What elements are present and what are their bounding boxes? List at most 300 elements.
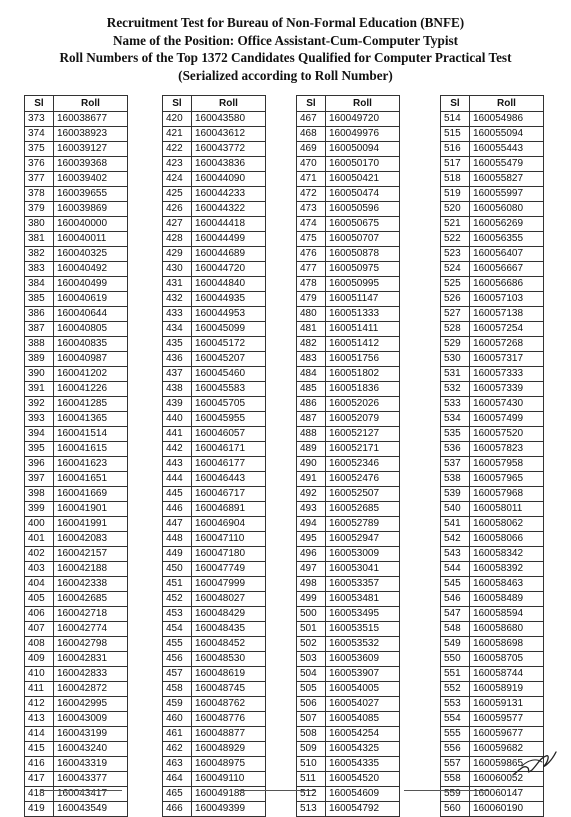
roll-number-cell: 160054005 [326,682,400,697]
serial-number-cell: 412 [25,697,54,712]
serial-number-cell: 550 [441,652,470,667]
roll-number-cell: 160046443 [192,472,266,487]
roll-number-cell: 160052079 [326,412,400,427]
table-row [441,652,544,667]
roll-number-cell: 160046057 [192,427,266,442]
table-row [163,442,266,457]
roll-number-cell: 160051411 [326,322,400,337]
roll-number-cell: 160040619 [54,292,128,307]
roll-table-1 [24,95,128,817]
serial-number-cell: 470 [297,157,326,172]
serial-number-cell: 387 [25,322,54,337]
table-row [441,427,544,442]
table-row [25,112,128,127]
table-row [25,352,128,367]
roll-number-cell: 160059677 [470,727,544,742]
roll-number-cell: 160060052 [470,772,544,787]
serial-number-cell: 524 [441,262,470,277]
serial-number-cell: 556 [441,742,470,757]
roll-number-cell: 160057823 [470,442,544,457]
table-row [25,262,128,277]
table-row [163,217,266,232]
serial-number-cell: 445 [163,487,192,502]
serial-number-cell: 413 [25,712,54,727]
roll-number-cell: 160041365 [54,412,128,427]
roll-number-cell: 160042995 [54,697,128,712]
serial-number-cell: 557 [441,757,470,772]
table-row [25,577,128,592]
roll-number-cell: 160058342 [470,547,544,562]
table-row [441,442,544,457]
roll-number-cell: 160057254 [470,322,544,337]
roll-number-cell: 160039869 [54,202,128,217]
serial-number-cell: 538 [441,472,470,487]
roll-table-2 [162,95,266,817]
roll-number-cell: 160044689 [192,247,266,262]
roll-number-cell: 160043009 [54,712,128,727]
roll-number-cell: 160054609 [326,787,400,802]
serial-number-cell: 379 [25,202,54,217]
roll-number-cell: 160057430 [470,397,544,412]
serial-number-cell: 484 [297,367,326,382]
roll-number-cell: 160050094 [326,142,400,157]
roll-number-cell: 160052127 [326,427,400,442]
table-row [441,352,544,367]
table-row [163,247,266,262]
serial-number-cell: 481 [297,322,326,337]
serial-number-cell: 526 [441,292,470,307]
serial-number-cell: 552 [441,682,470,697]
serial-number-cell: 559 [441,787,470,802]
serial-number-cell: 395 [25,442,54,457]
serial-number-cell: 483 [297,352,326,367]
roll-number-cell: 160053357 [326,577,400,592]
table-row [163,742,266,757]
table-row [297,157,400,172]
table-row [441,637,544,652]
table-row [441,142,544,157]
roll-number-cell: 160039368 [54,157,128,172]
roll-number-cell: 160043772 [192,142,266,157]
roll-number-cell: 160058594 [470,607,544,622]
serial-number-cell: 376 [25,157,54,172]
roll-number-cell: 160051333 [326,307,400,322]
roll-number-cell: 160058463 [470,577,544,592]
roll-number-cell: 160045172 [192,337,266,352]
roll-number-cell: 160048530 [192,652,266,667]
table-row [163,427,266,442]
roll-number-cell: 160056355 [470,232,544,247]
roll-number-cell: 160050596 [326,202,400,217]
roll-number-cell: 160042798 [54,637,128,652]
serial-number-cell: 560 [441,802,470,817]
serial-number-cell: 532 [441,382,470,397]
serial-number-cell: 384 [25,277,54,292]
roll-number-cell: 160049399 [192,802,266,817]
serial-number-cell: 475 [297,232,326,247]
serial-number-cell: 382 [25,247,54,262]
serial-number-cell: 442 [163,442,192,457]
roll-number-cell: 160058698 [470,637,544,652]
table-row [163,172,266,187]
roll-number-cell: 160052026 [326,397,400,412]
roll-number-cell: 160057317 [470,352,544,367]
roll-number-cell: 160050995 [326,277,400,292]
table-row [25,157,128,172]
roll-number-cell: 160047180 [192,547,266,562]
serial-number-cell: 467 [297,112,326,127]
table-row [163,202,266,217]
roll-number-cell: 160042774 [54,622,128,637]
serial-number-cell: 410 [25,667,54,682]
roll-number-cell: 160054520 [326,772,400,787]
table-row [441,262,544,277]
table-row [441,202,544,217]
roll-number-cell: 160044953 [192,307,266,322]
table-row [25,622,128,637]
table-row [163,232,266,247]
roll-number-cell: 160042831 [54,652,128,667]
serial-number-cell: 427 [163,217,192,232]
roll-number-cell: 160055479 [470,157,544,172]
serial-number-cell: 488 [297,427,326,442]
serial-number-cell: 459 [163,697,192,712]
serial-number-cell: 452 [163,592,192,607]
serial-number-cell: 514 [441,112,470,127]
serial-number-cell: 536 [441,442,470,457]
roll-number-cell: 160041901 [54,502,128,517]
serial-number-cell: 476 [297,247,326,262]
serial-number-cell: 388 [25,337,54,352]
roll-number-cell: 160052789 [326,517,400,532]
table-row [25,727,128,742]
roll-number-cell: 160050878 [326,247,400,262]
table-row [441,112,544,127]
table-row [441,592,544,607]
roll-number-cell: 160044090 [192,172,266,187]
serial-number-cell: 492 [297,487,326,502]
table-row [297,172,400,187]
column-header-roll: Roll [470,96,544,112]
table-row [297,637,400,652]
serial-number-cell: 424 [163,172,192,187]
table-row [163,352,266,367]
table-row [25,382,128,397]
table-row [297,262,400,277]
table-row [441,517,544,532]
serial-number-cell: 473 [297,202,326,217]
serial-number-cell: 528 [441,322,470,337]
roll-number-cell: 160044840 [192,277,266,292]
handwritten-signature [510,744,560,780]
serial-number-cell: 462 [163,742,192,757]
table-row [163,667,266,682]
roll-number-cell: 160054027 [326,697,400,712]
roll-number-cell: 160043199 [54,727,128,742]
roll-number-cell: 160054325 [326,742,400,757]
serial-number-cell: 480 [297,307,326,322]
table-row [25,307,128,322]
table-row [297,562,400,577]
serial-number-cell: 504 [297,667,326,682]
serial-number-cell: 509 [297,742,326,757]
table-row [297,697,400,712]
roll-number-cell: 160051802 [326,367,400,382]
roll-number-cell: 160052947 [326,532,400,547]
roll-number-cell: 160057965 [470,472,544,487]
table-row [25,397,128,412]
serial-number-cell: 540 [441,502,470,517]
column-header-sl: Sl [297,96,326,112]
table-row [163,472,266,487]
roll-number-cell: 160041991 [54,517,128,532]
roll-number-cell: 160042872 [54,682,128,697]
roll-number-cell: 160051412 [326,337,400,352]
serial-number-cell: 391 [25,382,54,397]
serial-number-cell: 385 [25,292,54,307]
serial-number-cell: 373 [25,112,54,127]
serial-number-cell: 435 [163,337,192,352]
table-row [163,652,266,667]
serial-number-cell: 554 [441,712,470,727]
table-row [441,187,544,202]
roll-number-cell: 160045705 [192,397,266,412]
table-row [297,592,400,607]
roll-number-cell: 160053041 [326,562,400,577]
table-row [25,667,128,682]
serial-number-cell: 465 [163,787,192,802]
table-row [163,292,266,307]
roll-number-cell: 160044935 [192,292,266,307]
roll-number-cell: 160043836 [192,157,266,172]
roll-number-cell: 160042157 [54,547,128,562]
table-row [25,652,128,667]
signature-line-right [404,790,488,791]
table-row [297,322,400,337]
serial-number-cell: 485 [297,382,326,397]
table-row [163,187,266,202]
table-row [25,502,128,517]
roll-number-cell: 160045207 [192,352,266,367]
table-row [25,217,128,232]
roll-number-cell: 160053907 [326,667,400,682]
serial-number-cell: 453 [163,607,192,622]
table-row [441,457,544,472]
table-row [163,397,266,412]
header-line-serialization-note: (Serialized according to Roll Number) [178,67,393,83]
table-row [25,607,128,622]
table-row [297,142,400,157]
serial-number-cell: 551 [441,667,470,682]
table-row [297,277,400,292]
table-row [297,577,400,592]
serial-number-cell: 515 [441,127,470,142]
roll-number-cell: 160040805 [54,322,128,337]
table-row [297,112,400,127]
table-row [163,277,266,292]
table-row [297,682,400,697]
roll-number-cell: 160046171 [192,442,266,457]
serial-number-cell: 518 [441,172,470,187]
table-row [297,532,400,547]
table-row [163,337,266,352]
roll-number-cell: 160055827 [470,172,544,187]
roll-number-cell: 160057968 [470,487,544,502]
table-row [25,697,128,712]
table-row [163,697,266,712]
serial-number-cell: 533 [441,397,470,412]
table-row [297,247,400,262]
table-row [25,412,128,427]
table-row [297,772,400,787]
roll-number-cell: 160054085 [326,712,400,727]
table-row [441,172,544,187]
table-row [441,502,544,517]
serial-number-cell: 375 [25,142,54,157]
table-row [25,772,128,787]
roll-number-cell: 160049110 [192,772,266,787]
roll-number-cell: 160046717 [192,487,266,502]
serial-number-cell: 474 [297,217,326,232]
table-row [25,547,128,562]
serial-number-cell: 463 [163,757,192,772]
serial-number-cell: 434 [163,322,192,337]
roll-number-cell: 160052171 [326,442,400,457]
roll-number-cell: 160059577 [470,712,544,727]
serial-number-cell: 421 [163,127,192,142]
table-row [25,172,128,187]
table-row [441,322,544,337]
roll-number-cell: 160058919 [470,682,544,697]
table-row [163,532,266,547]
table-row [441,562,544,577]
serial-number-cell: 471 [297,172,326,187]
table-row [163,787,266,802]
roll-number-cell: 160052346 [326,457,400,472]
roll-number-cell: 160056407 [470,247,544,262]
serial-number-cell: 545 [441,577,470,592]
header-line-position: Name of the Position: Office Assistant-Cum-Computer Typist [112,32,459,48]
table-row [163,592,266,607]
table-row [297,187,400,202]
table-row [25,292,128,307]
serial-number-cell: 491 [297,472,326,487]
serial-number-cell: 456 [163,652,192,667]
roll-number-cell: 160041669 [54,487,128,502]
serial-number-cell: 460 [163,712,192,727]
roll-number-cell: 160048929 [192,742,266,757]
table-row [297,337,400,352]
table-row [25,202,128,217]
serial-number-cell: 437 [163,367,192,382]
serial-number-cell: 440 [163,412,192,427]
table-row [297,232,400,247]
serial-number-cell: 541 [441,517,470,532]
table-row [163,547,266,562]
roll-number-cell: 160041226 [54,382,128,397]
table-row [441,487,544,502]
table-row [25,487,128,502]
serial-number-cell: 411 [25,682,54,697]
serial-number-cell: 461 [163,727,192,742]
table-row [163,412,266,427]
roll-number-cell: 160045460 [192,367,266,382]
table-row [25,682,128,697]
serial-number-cell: 478 [297,277,326,292]
serial-number-cell: 522 [441,232,470,247]
roll-number-cell: 160055997 [470,187,544,202]
roll-number-cell: 160057958 [470,457,544,472]
roll-number-cell: 160045955 [192,412,266,427]
roll-number-cell: 160047999 [192,577,266,592]
table-row [25,427,128,442]
serial-number-cell: 426 [163,202,192,217]
serial-number-cell: 464 [163,772,192,787]
roll-number-cell: 160041202 [54,367,128,382]
serial-number-cell: 517 [441,157,470,172]
roll-number-cell: 160047749 [192,562,266,577]
table-row [163,517,266,532]
serial-number-cell: 399 [25,502,54,517]
table-row [25,802,128,817]
serial-number-cell: 521 [441,217,470,232]
table-row [441,547,544,562]
serial-number-cell: 458 [163,682,192,697]
serial-number-cell: 405 [25,592,54,607]
serial-number-cell: 400 [25,517,54,532]
serial-number-cell: 378 [25,187,54,202]
table-row [297,487,400,502]
table-row [441,787,544,802]
roll-number-cell: 160056667 [470,262,544,277]
table-row [297,457,400,472]
table-row [163,682,266,697]
roll-number-cell: 160043612 [192,127,266,142]
serial-number-cell: 512 [297,787,326,802]
roll-number-cell: 160052476 [326,472,400,487]
roll-number-cell: 160044233 [192,187,266,202]
roll-number-cell: 160050474 [326,187,400,202]
serial-number-cell: 543 [441,547,470,562]
roll-number-cell: 160041623 [54,457,128,472]
serial-number-cell: 446 [163,502,192,517]
roll-number-cell: 160048762 [192,697,266,712]
table-row [297,757,400,772]
serial-number-cell: 403 [25,562,54,577]
serial-number-cell: 381 [25,232,54,247]
header-line-organization: Recruitment Test for Bureau of Non-Formal Education (BNFE) [106,15,465,30]
serial-number-cell: 454 [163,622,192,637]
roll-number-cell: 160057268 [470,337,544,352]
serial-number-cell: 547 [441,607,470,622]
roll-number-cell: 160060190 [470,802,544,817]
roll-number-cell: 160054254 [326,727,400,742]
table-row [297,427,400,442]
serial-number-cell: 534 [441,412,470,427]
roll-number-cell: 160040987 [54,352,128,367]
serial-number-cell: 530 [441,352,470,367]
table-row [25,247,128,262]
column-header-sl: Sl [441,96,470,112]
serial-number-cell: 486 [297,397,326,412]
serial-number-cell: 443 [163,457,192,472]
roll-number-cell: 160050707 [326,232,400,247]
serial-number-cell: 539 [441,487,470,502]
table-row [441,682,544,697]
serial-number-cell: 406 [25,607,54,622]
table-row [441,367,544,382]
table-row [25,742,128,757]
